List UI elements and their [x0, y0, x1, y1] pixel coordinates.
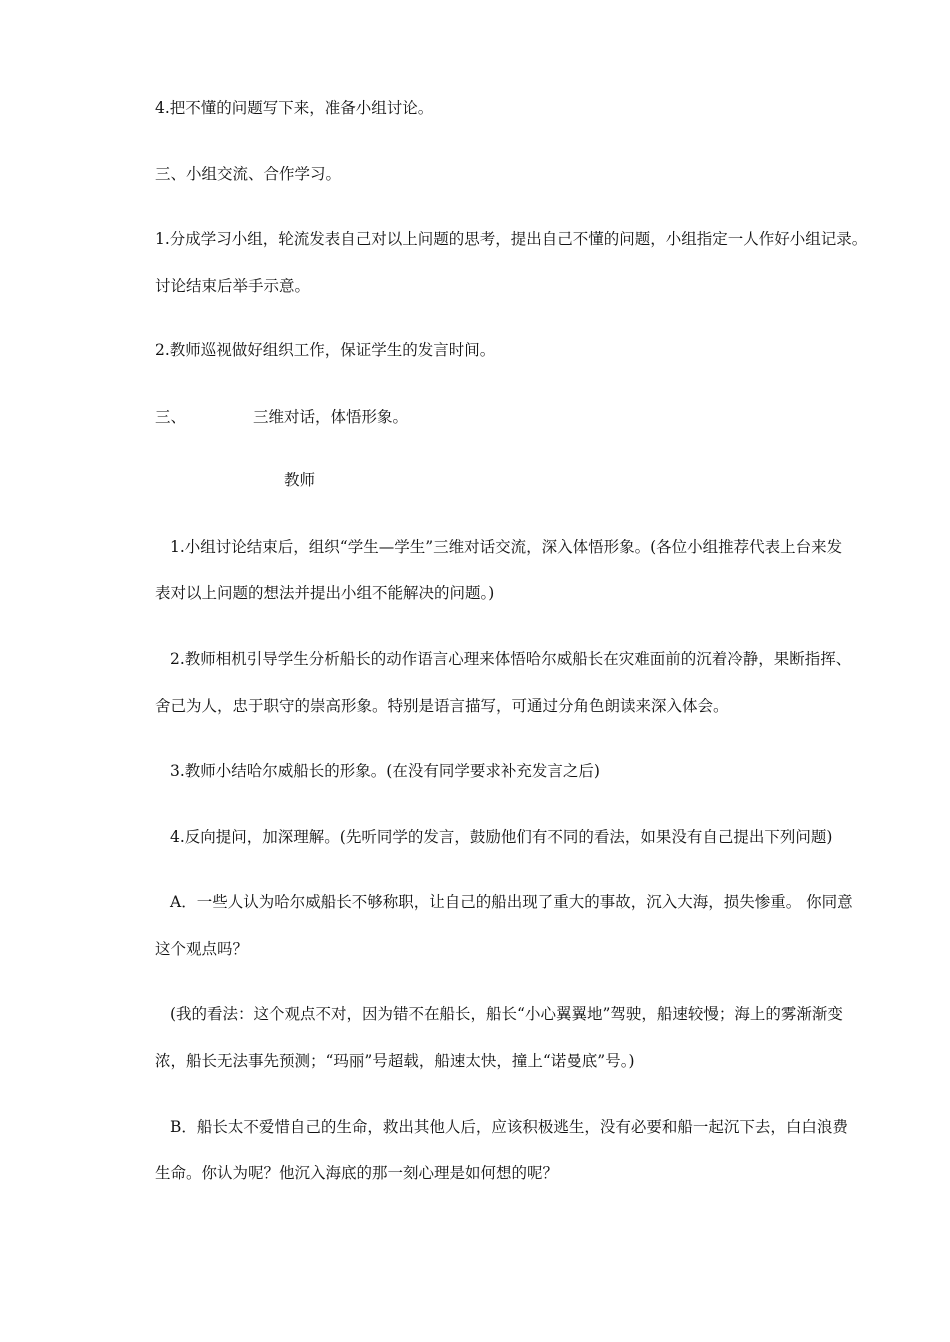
question-b-line-1: B．船长太不爱惜自己的生命，救出其他人后，应该积极逃生，没有必要和船一起沉下去，白白浪费 — [170, 1118, 848, 1136]
teacher-step-1-line-1: 1.小组讨论结束后，组织“学生—学生”三维对话交流，深入体悟形象。(各位小组推荐代表上台来发 — [170, 538, 843, 556]
question-b-line-2: 生命。你认为呢？他沉入海底的那一刻心理是如何想的呢？ — [155, 1164, 559, 1182]
teacher-step-3: 3.教师小结哈尔威船长的形象。(在没有同学要求补充发言之后) — [170, 762, 600, 780]
paragraph-step-1-line-2: 讨论结束后举手示意。 — [155, 277, 311, 295]
teacher-step-4: 4.反向提问，加深理解。(先听同学的发言，鼓励他们有不同的看法，如果没有自己提出下列问题) — [170, 828, 833, 846]
section-heading-group-discussion: 三、小组交流、合作学习。 — [155, 165, 342, 183]
teacher-step-2-line-1: 2.教师相机引导学生分析船长的动作语言心理来体悟哈尔威船长在灾难面前的沉着冷静，果断指挥、 — [170, 650, 852, 668]
question-a-line-2: 这个观点吗？ — [155, 940, 249, 958]
paragraph-step-1-line-1: 1.分成学习小组，轮流发表自己对以上问题的思考，提出自己不懂的问题，小组指定一人作好小组记录。 — [155, 230, 868, 248]
paragraph-step-2: 2.教师巡视做好组织工作，保证学生的发言时间。 — [155, 341, 496, 359]
section-heading-dialogue — [155, 407, 915, 427]
paragraph-step-4: 4.把不懂的问题写下来，准备小组讨论。 — [155, 99, 434, 117]
question-a-line-1: A．一些人认为哈尔威船长不够称职，让自己的船出现了重大的事故，沉入大海，损失惨重。 你同意 — [170, 893, 853, 911]
teacher-step-1-line-2: 表对以上问题的想法并提出小组不能解决的问题。) — [155, 584, 495, 602]
teacher-label: 教师 — [284, 471, 316, 489]
teacher-step-2-line-2: 舍己为人，忠于职守的崇高形象。特别是语言描写，可通过分角色朗读来深入体会。 — [155, 697, 729, 715]
opinion-line-1: (我的看法：这个观点不对，因为错不在船长，船长“小心翼翼地”驾驶，船速较慢；海上的雾渐渐变 — [170, 1005, 843, 1023]
section-number: 三、 — [155, 408, 187, 426]
section-title: 三维对话，体悟形象。 — [253, 408, 409, 426]
opinion-line-2: 浓，船长无法事先预测；“玛丽”号超载，船速太快，撞上“诺曼底”号。) — [155, 1052, 635, 1070]
